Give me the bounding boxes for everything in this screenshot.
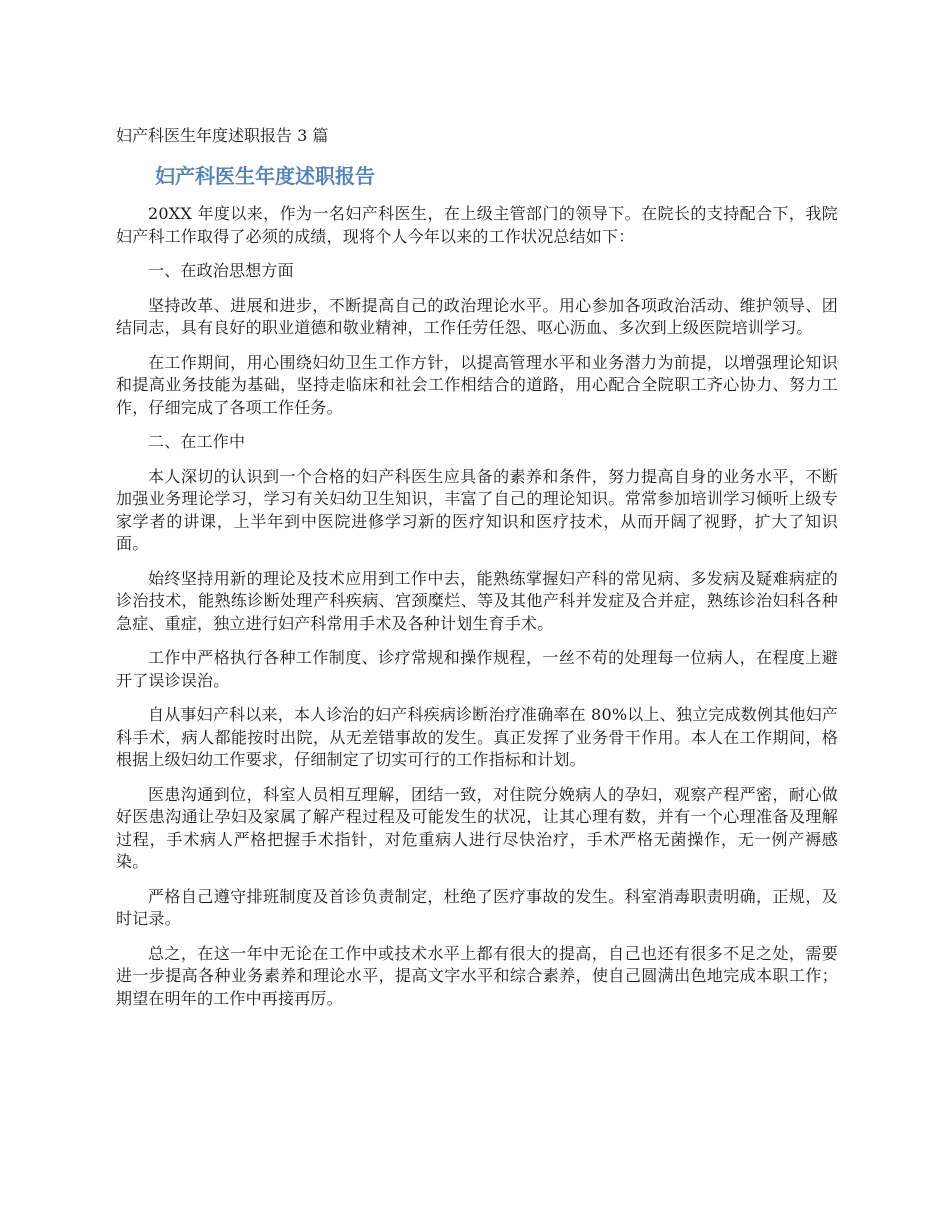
document-body — [116, 203, 838, 1022]
paragraph-work-2: 始终坚持用新的理论及技术应用到工作中去，能熟练掌握妇产科的常见病、多发病及疑难病症的诊治技术，能熟练诊断处理产科疾病、宫颈糜烂、等及其他产科并发症及合并症，熟练诊治妇科各种急症、重症，独立进行妇产科常用手术及各种计划生育手术。 — [116, 568, 838, 633]
paragraph-work-4: 自从事妇产科以来，本人诊治的妇产科疾病诊断治疗准确率在 80%以上、独立完成数例其他妇产科手术，病人都能按时出院，从无差错事故的发生。真正发挥了业务骨干作用。本人在工作期间，格根据上级妇幼工作要求，仔细制定了切实可行的工作指标和计划。 — [116, 705, 838, 769]
paragraph-political-2: 在工作期间，用心围绕妇幼卫生工作方针，以提高管理水平和业务潜力为前提，以增强理论知识和提高业务技能为基础，坚持走临床和社会工作相结合的道路，用心配合全院职工齐心协力、努力工作，仔细完成了各项工作任务。 — [116, 352, 838, 417]
paragraph-work-5: 医患沟通到位，科室人员相互理解，团结一致，对住院分娩病人的孕妇，观察产程严密，耐心做好医患沟通让孕妇及家属了解产程过程及可能发生的状况，让其心理有数，并有一个心理准备及理解过程，手术病人严格把握手术指针，对危重病人进行尽快治疗，手术严格无菌操作，无一例产褥感染。 — [116, 784, 838, 871]
paragraph-work-3: 工作中严格执行各种工作制度、诊疗常规和操作规程，一丝不苟的处理每一位病人，在程度上避开了误诊误治。 — [116, 648, 838, 690]
document-title: 妇产科医生年度述职报告 — [155, 164, 375, 188]
section-heading-work: 二、在工作中 — [148, 432, 246, 451]
section-heading-political: 一、在政治思想方面 — [148, 261, 294, 280]
paragraph-conclusion: 总之，在这一年中无论在工作中或技术水平上都有很大的提高，自己也还有很多不足之处，需要进一步提高各种业务素养和理论水平，提高文字水平和综合素养，使自己圆满出色地完成本职工作；期望在明年的工作中再接再厉。 — [116, 943, 838, 1008]
paragraph-intro: 20XX 年度以来，作为一名妇产科医生，在上级主管部门的领导下。在院长的支持配合下，我院妇产科工作取得了必须的成绩，现将个人今年以来的工作状况总结如下： — [116, 204, 838, 246]
paragraph-work-1: 本人深切的认识到一个合格的妇产科医生应具备的素养和条件，努力提高自身的业务水平，不断加强业务理论学习，学习有关妇幼卫生知识，丰富了自己的理论知识。常常参加培训学习倾听上级专家学者的讲课，上半年到中医院进修学习新的医疗知识和医疗技术，从而开阔了视野，扩大了知识面。 — [116, 466, 838, 553]
document-header: 妇产科医生年度述职报告 3 篇 — [116, 126, 329, 145]
paragraph-political-1: 坚持改革、进展和进步，不断提高自己的政治理论水平。用心参加各项政治活动、维护领导、团结同志，具有良好的职业道德和敬业精神，工作任劳任怨、呕心沥血、多次到上级医院培训学习。 — [116, 295, 838, 337]
paragraph-work-6: 严格自己遵守排班制度及首诊负责制定，杜绝了医疗事故的发生。科室消毒职责明确，正规，及时记录。 — [116, 886, 838, 928]
